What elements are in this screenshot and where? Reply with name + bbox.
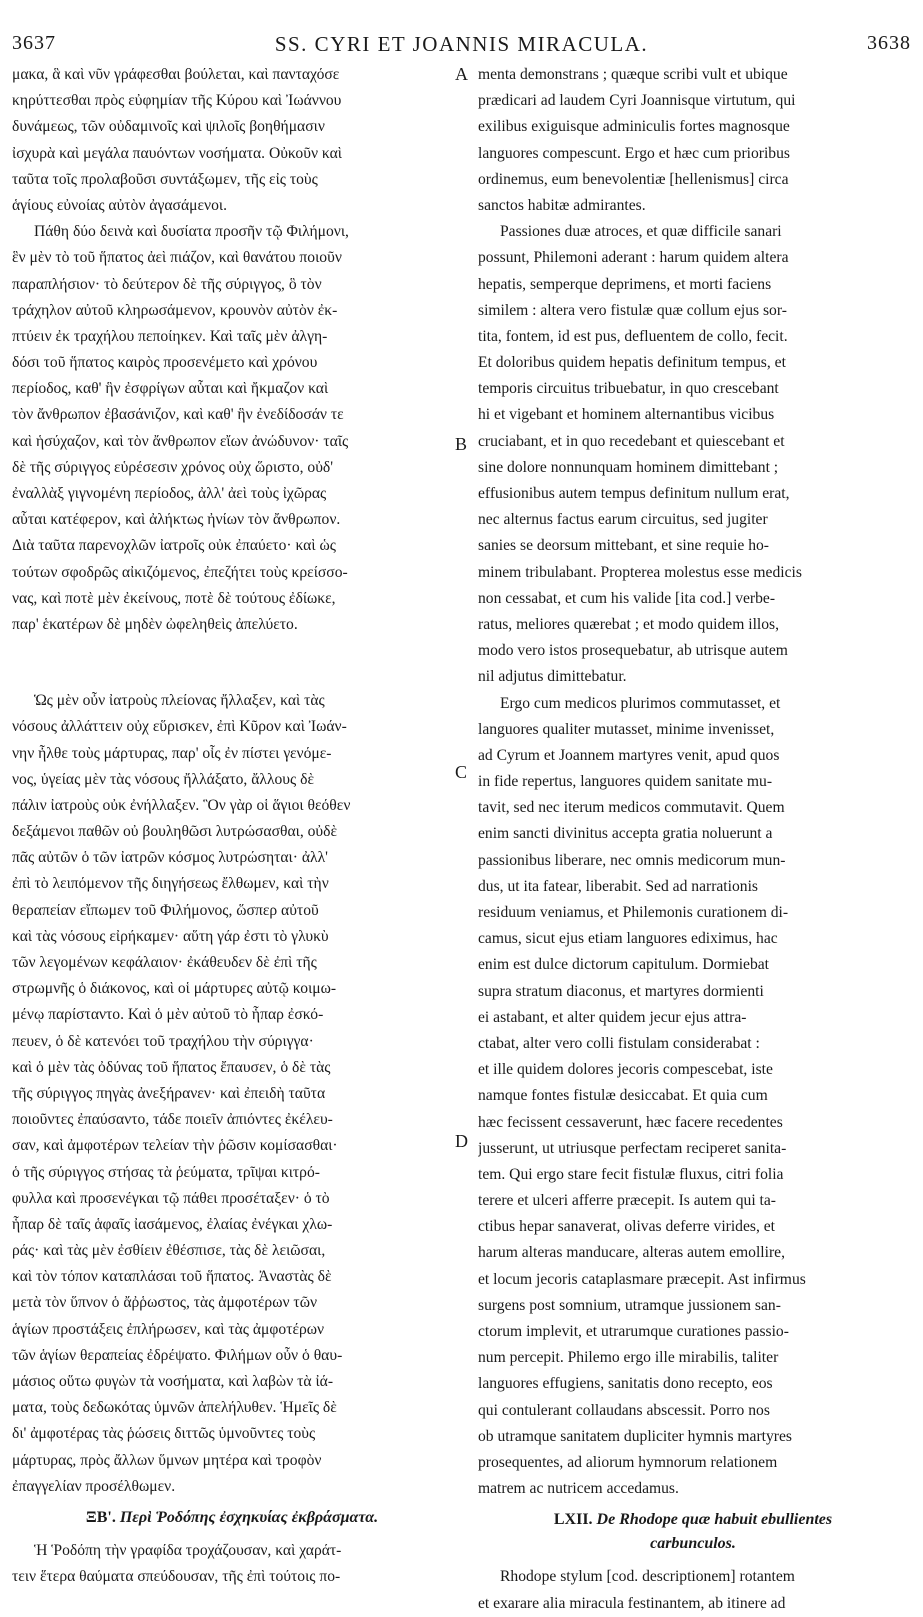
text-line: languores compescunt. Ergo et hæc cum prioribus bbox=[478, 144, 790, 162]
text-line: νος, ὑγείας μὲν τὰς νόσους ἤλλάξατο, ἄλλους δὲ bbox=[12, 770, 314, 788]
text-line: τειν ἕτερα θαύματα σπεύδουσαν, τῆς ἐπὶ τούτοις πο- bbox=[12, 1568, 341, 1586]
text-line: prædicari ad laudem Cyri Joannisque virtutum, qui bbox=[478, 92, 796, 110]
text-line: μένῳ παρίσταντο. Καὶ ὁ μὲν αὐτοῦ τὸ ἧπαρ ἐσκό- bbox=[12, 1006, 324, 1024]
text-line: dus, ut ita fatear, liberabit. Sed ad narrationis bbox=[478, 877, 758, 895]
text-line: passionibus liberare, nec omnis medicorum mun- bbox=[478, 851, 786, 869]
text-line: μάσιος οὕτω φυγὼν τὰ νοσήματα, καὶ λαβὼν τὰ ἰά- bbox=[12, 1373, 334, 1390]
text-line: jusserunt, ut utriusque perfectam reciperet sanita- bbox=[478, 1139, 787, 1157]
text-line: namque fontes fistulæ desiccabat. Et quia cum bbox=[478, 1087, 768, 1105]
text-line: ratus, meliores quærebat ; et modo quidem illos, bbox=[478, 615, 779, 633]
text-line: φυλλα καὶ προσενέγκαι τῷ πάθει προσέταξεν· ὁ τὸ bbox=[12, 1189, 330, 1207]
text-line: καὶ τὰς νόσους εἰρήκαμεν· αὕτη γάρ ἐστι τὸ γλυκὺ bbox=[12, 927, 329, 945]
text-line: περίοδος, καθ' ἣν ἐσφρίγων αὗται καὶ ἤκμαζον καὶ bbox=[12, 380, 329, 398]
text-line: ἐναλλὰξ γιγνομένη περίοδος, ἀλλ' ἀεὶ τοὺς ἰχῶρας bbox=[12, 485, 327, 502]
margin-marker-b: B bbox=[455, 434, 468, 454]
text-line: στρωμνῆς ὁ διάκονος, καὶ οἱ μάρτυρες αὐτῷ κοιμω- bbox=[12, 980, 337, 998]
text-line: hi et vigebant et hominem alternantibus vicibus bbox=[478, 406, 775, 424]
text-line: δυνάμεως, τῶν οὐδαμινοῖς καὶ ψιλοῖς βοηθήμασιν bbox=[12, 118, 325, 136]
latin-chapter-title: De Rhodope quæ habuit ebullientes bbox=[596, 1511, 833, 1529]
latin-paragraph bbox=[478, 62, 908, 219]
text-line: sanies se deorsum mittebant, et sine requie ho- bbox=[478, 537, 770, 555]
text-line: ei astabant, et alter quidem jecur ejus attra- bbox=[478, 1008, 747, 1026]
text-line: ἁγίων προστάξεις ἐπλήρωσεν, καὶ τὰς ἀμφοτέρων bbox=[12, 1320, 325, 1338]
text-line: et locum jecoris cataplasmare præcepit. Ast infirmus bbox=[478, 1270, 806, 1288]
text-line: temporis circuitus tribuebatur, in quo crescebant bbox=[478, 380, 779, 398]
page-number-right: 3638 bbox=[867, 32, 911, 54]
text-line: ordinemus, eum benevolentiæ [hellenismus] circa bbox=[478, 170, 789, 188]
text-line: Πάθη δύο δεινὰ καὶ δυσίατα προσῆν τῷ Φιλήμονι, bbox=[34, 223, 349, 241]
text-line: μετὰ τὸν ὕπνον ὁ ἄῤῥωστος, τὰς ἀμφοτέρων τῶν bbox=[12, 1294, 318, 1312]
running-title: SS. CYRI ET JOANNIS MIRACULA. bbox=[274, 32, 649, 56]
text-line: νόσους ἀλλάττειν οὐχ εὕρισκεν, ἐπὶ Κῦρον καὶ Ἰωάν- bbox=[12, 718, 347, 736]
latin-chapter-heading bbox=[478, 1508, 908, 1556]
text-line: ὁ τῆς σύριγγος στήσας τὰ ῥεύματα, τρῖψαι κιτρό- bbox=[12, 1163, 320, 1181]
text-line: Rhodope stylum [cod. descriptionem] rotantem bbox=[500, 1568, 795, 1586]
text-line: ράς· καὶ τὰς μὲν ἐσθίειν ἐθέσπισε, τὰς δὲ λειῶσαι, bbox=[12, 1242, 326, 1260]
text-line: nil adjutus dimittebatur. bbox=[478, 668, 627, 686]
text-line: prosequentes, ad aliorum hymnorum relationem bbox=[478, 1453, 778, 1471]
latin-chapter-number: LXII. bbox=[553, 1511, 593, 1529]
text-line: θεραπείαν εἴπωμεν τοῦ Φιλήμονος, ὥσπερ αὐτοῦ bbox=[12, 901, 319, 919]
text-line: qui contulerant collaudans abscessit. Porro nos bbox=[478, 1401, 770, 1419]
text-line: δόσι τοῦ ἥπατος καιρὸς προσενέμετο καὶ χρόνου bbox=[12, 354, 318, 372]
text-line: Διὰ ταῦτα παρενοχλῶν ἰατροῖς οὐκ ἐπαύετο· καὶ ὡς bbox=[12, 537, 336, 555]
text-line: δὲ τῆς σύριγγος εὑρέσεσιν χρόνος οὐχ ὥριστο, οὐδ' bbox=[12, 458, 334, 476]
text-line: ob utramque sanitatem dupliciter hymnis martyres bbox=[478, 1427, 792, 1445]
text-line: μάρτυρας, πρὸς ἄλλων ὕμνων μητέρα καὶ τροφὸν bbox=[12, 1451, 322, 1469]
text-line: Et doloribus quidem hepatis definitum tempus, et bbox=[478, 354, 786, 372]
text-line: non cessabat, et cum his valide [ita cod.] verbe- bbox=[478, 589, 776, 607]
text-line: languores qualiter mutasset, minime invenisset, bbox=[478, 720, 775, 738]
text-line: camus, sicut ejus etiam languores ediximus, hac bbox=[478, 930, 778, 948]
text-line: παραπλήσιον· τὸ δεύτερον δὲ τῆς σύριγγος, ὃ τὸν bbox=[12, 275, 322, 293]
column-gap bbox=[12, 638, 452, 688]
text-line: ἧπαρ δὲ ταῖς ἁφαῖς ἰασάμενος, ἐλαίας ἐνέγκαι χλω- bbox=[12, 1215, 333, 1233]
margin-marker-a: A bbox=[455, 64, 468, 84]
page-number-left: 3637 bbox=[12, 32, 56, 54]
text-line: surgens post somnium, utramque jussionem san- bbox=[478, 1296, 781, 1314]
text-line: tita, fontem, id est pus, defluentem de collo, fecit. bbox=[478, 327, 788, 345]
greek-paragraph bbox=[12, 688, 452, 1500]
text-line: menta demonstrans ; quæque scribi vult et ubique bbox=[478, 66, 788, 83]
text-line: sine dolore nonnunquam hominem dimittebant ; bbox=[478, 458, 779, 476]
text-line: et exarare alia miracula festinantem, ab itinere ad bbox=[478, 1594, 786, 1612]
text-line: supra stratum diaconus, et martyres dormienti bbox=[478, 982, 764, 1000]
text-line: exilibus exiguisque adminiculis fortes magnosque bbox=[478, 118, 790, 136]
text-line: αὗται κατέφερον, καὶ ἀλήκτως ἠνίων τὸν ἄνθρωπον. bbox=[12, 511, 341, 529]
text-line: in fide repertus, languores quidem sanitate mu- bbox=[478, 773, 773, 791]
text-line: κηρύττεσθαι πρὸς εὐφημίαν τῆς Κύρου καὶ Ἰωάννου bbox=[12, 92, 342, 110]
text-line: καὶ τὸν τόπον καταπλάσαι τοῦ ἥπατος. Ἀναστὰς δὲ bbox=[12, 1268, 332, 1286]
greek-chapter-heading bbox=[12, 1506, 452, 1530]
text-line: ctabat, alter vero colli fistulam considerabat : bbox=[478, 1034, 760, 1052]
text-line: ἰσχυρὰ καὶ μεγάλα παυόντων νοσήματα. Οὐκοῦν καὶ bbox=[12, 144, 342, 162]
text-line: τούτων σφοδρῶς αἰκιζόμενος, ἐπεζήτει τοὺς κρείσσο- bbox=[12, 563, 348, 581]
text-line: num percepit. Philemo ergo ille mirabilis, taliter bbox=[478, 1349, 779, 1367]
greek-chapter-title: Περὶ Ῥοδόπης ἐσχηκυίας ἐκβράσματα. bbox=[119, 1508, 379, 1526]
text-line: sanctos habitæ admirantes. bbox=[478, 196, 646, 214]
text-line: minem tribulabant. Propterea molestus esse medicis bbox=[478, 563, 802, 581]
greek-paragraph bbox=[12, 219, 452, 638]
text-line: πευεν, ὁ δὲ κατενόει τοῦ τραχήλου τὴν σύριγγα· bbox=[12, 1032, 314, 1050]
margin-marker-c: C bbox=[455, 762, 468, 782]
text-line: terere et ulceri afferre præcepit. Is autem qui ta- bbox=[478, 1192, 777, 1210]
text-line: ctibus hepar sanaverat, olivas deferre virides, et bbox=[478, 1218, 776, 1236]
latin-paragraph bbox=[478, 691, 908, 1503]
text-line: enim est dulce dictorum capitulum. Dormiebat bbox=[478, 956, 770, 974]
text-line: cruciabant, et in quo recedebant et quiescebant et bbox=[478, 432, 785, 450]
page-header bbox=[0, 0, 923, 56]
text-line: effusionibus autem tempus definitum nullum erat, bbox=[478, 485, 790, 502]
text-line: hæc fecissent cessaverunt, hæc facere recedentes bbox=[478, 1113, 783, 1131]
text-line: et ille quidem dolores jecoris compescebat, iste bbox=[478, 1061, 773, 1079]
latin-paragraph bbox=[478, 1564, 908, 1616]
text-line: tem. Qui ergo stare fecit fistulæ fluxus, citri folia bbox=[478, 1165, 784, 1183]
text-line: ἐπὶ τὸ λειπόμενον τῆς διηγήσεως ἔλθωμεν, καὶ τὴν bbox=[12, 875, 329, 893]
text-line: δι' ἀμφοτέρας τὰς ῥώσεις διττῶς ὑμνοῦντες τοὺς bbox=[12, 1425, 316, 1443]
text-line: possunt, Philemoni aderant : harum quidem altera bbox=[478, 249, 789, 267]
text-line: καὶ ἡσύχαζον, καὶ τὸν ἄνθρωπον εἴων ἀνώδυνον· ταῖς bbox=[12, 432, 349, 450]
text-line: enim sancti divinitus accepta gratia noluerunt a bbox=[478, 825, 773, 843]
text-line: Ὡς μὲν οὖν ἰατροὺς πλείονας ἤλλαξεν, καὶ τὰς bbox=[34, 692, 325, 710]
margin-marker-d: D bbox=[455, 1131, 468, 1151]
text-line: ἐπαγγελίαν προσέλθωμεν. bbox=[12, 1477, 176, 1495]
text-line: ἓν μὲν τὸ τοῦ ἥπατος ἀεὶ πιάζον, καὶ θανάτου ποιοῦν bbox=[12, 249, 342, 267]
text-line: νην ἦλθε τοὺς μάρτυρας, παρ' οἷς ἐν πίστει γενόμε- bbox=[12, 744, 332, 762]
text-line: similem : altera vero fistulæ quæ collum ejus sor- bbox=[478, 301, 787, 319]
text-line: Ἡ Ῥοδόπη τὴν γραφίδα τροχάζουσαν, καὶ χαράτ- bbox=[34, 1541, 342, 1559]
text-line: modo vero istos prosequebatur, ab utrisque autem bbox=[478, 642, 788, 660]
text-line: μακα, ἃ καὶ νῦν γράφεσθαι βούλεται, καὶ πανταχόσε bbox=[12, 66, 340, 83]
text-line: matrem ac nutricem accedamus. bbox=[478, 1480, 679, 1498]
latin-column bbox=[478, 62, 908, 1617]
greek-column bbox=[12, 62, 452, 1590]
text-line: τῶν λεγομένων κεφάλαιον· ἐκάθευδεν δὲ ἐπὶ τῆς bbox=[12, 954, 317, 971]
text-line: πᾶς αὐτῶν ὁ τῶν ἰατρῶν κόσμος λυτρώσηται· ἀλλ' bbox=[12, 849, 328, 867]
text-line: καὶ ὁ μὲν τὰς ὀδύνας τοῦ ἥπατος ἔπαυσεν, ὁ δὲ τὰς bbox=[12, 1058, 331, 1076]
text-line: hepatis, semperque deprimens, et morti faciens bbox=[478, 275, 772, 293]
text-line: τὸν ἄνθρωπον ἐβασάνιζον, καὶ καθ' ἣν ἐνεδίδοσάν τε bbox=[12, 406, 344, 424]
text-line: Ergo cum medicos plurimos commutasset, et bbox=[500, 694, 781, 712]
text-line: ταῦτα τοῖς προλαβοῦσι συντάξωμεν, τῆς εἰς τοὺς bbox=[12, 170, 318, 188]
text-line: σαν, καὶ ἀμφοτέρων τελείαν τὴν ῥῶσιν κομίσασθαι· bbox=[12, 1137, 338, 1155]
greek-paragraph bbox=[12, 1538, 452, 1590]
text-line: δεξάμενοι παθῶν οὐ βουληθῶσι λυτρώσασθαι, οὐδὲ bbox=[12, 823, 338, 841]
text-line: ποιοῦντες ἐπαύσαντο, τάδε ποιεῖν ἀπιόντες ἐκέλευ- bbox=[12, 1111, 333, 1129]
text-line: τῆς σύριγγος πηγὰς ἀνεξήρανεν· καὶ ἐπειδὴ ταῦτα bbox=[12, 1084, 326, 1102]
text-line: τράχηλον αὐτοῦ κληρωσάμενον, κρουνὸν αὐτὸν ἐκ- bbox=[12, 301, 338, 319]
text-line: παρ' ἑκατέρων δὲ μηδὲν ὠφεληθεὶς ἀπελύετο. bbox=[12, 615, 298, 633]
text-line: πάλιν ἰατροὺς οὐκ ἐνήλλαξεν. Ὃν γὰρ οἱ ἅγιοι θεόθεν bbox=[12, 796, 351, 814]
text-line: ctorum implevit, et utrarumque curationes passio- bbox=[478, 1323, 789, 1340]
text-line: tavit, sed nec iterum medicos commutavit. Quem bbox=[478, 799, 785, 817]
text-line: languores effugiens, sanitatis dono recepto, eos bbox=[478, 1375, 773, 1393]
greek-chapter-number: ΞΒ'. bbox=[85, 1508, 116, 1526]
text-line: nec alternus factus earum circuitus, sed jugiter bbox=[478, 511, 768, 529]
text-line: ματα, τοὺς δεδωκότας ὑμνῶν ἀπελήλυθεν. Ἡμεῖς δὲ bbox=[12, 1399, 337, 1417]
latin-paragraph bbox=[478, 219, 908, 690]
text-line: ἁγίους εὐνοίας αὐτὸν ἀγασάμενοι. bbox=[12, 196, 227, 214]
text-line: harum alteras manducare, alteras autem emollire, bbox=[478, 1244, 785, 1262]
text-line: πτύειν ἐκ τραχήλου πεποίηκεν. Καὶ ταῖς μὲν ἀλγη- bbox=[12, 327, 328, 345]
latin-chapter-title-cont: carbunculos. bbox=[650, 1535, 736, 1553]
text-line: residuum veniamus, et Philemonis curationem di- bbox=[478, 904, 789, 921]
text-line: Passiones duæ atroces, et quæ difficile sanari bbox=[500, 223, 782, 241]
text-line: νας, καὶ ποτὲ μὲν ἐκείνους, ποτὲ δὲ τούτους ἐδίωκε, bbox=[12, 589, 336, 607]
text-line: ad Cyrum et Joannem martyres venit, apud quos bbox=[478, 746, 780, 764]
text-line: τῶν ἁγίων θεραπείας ἐδρέψατο. Φιλήμων οὖν ὁ θαυ- bbox=[12, 1346, 343, 1364]
greek-paragraph bbox=[12, 62, 452, 219]
